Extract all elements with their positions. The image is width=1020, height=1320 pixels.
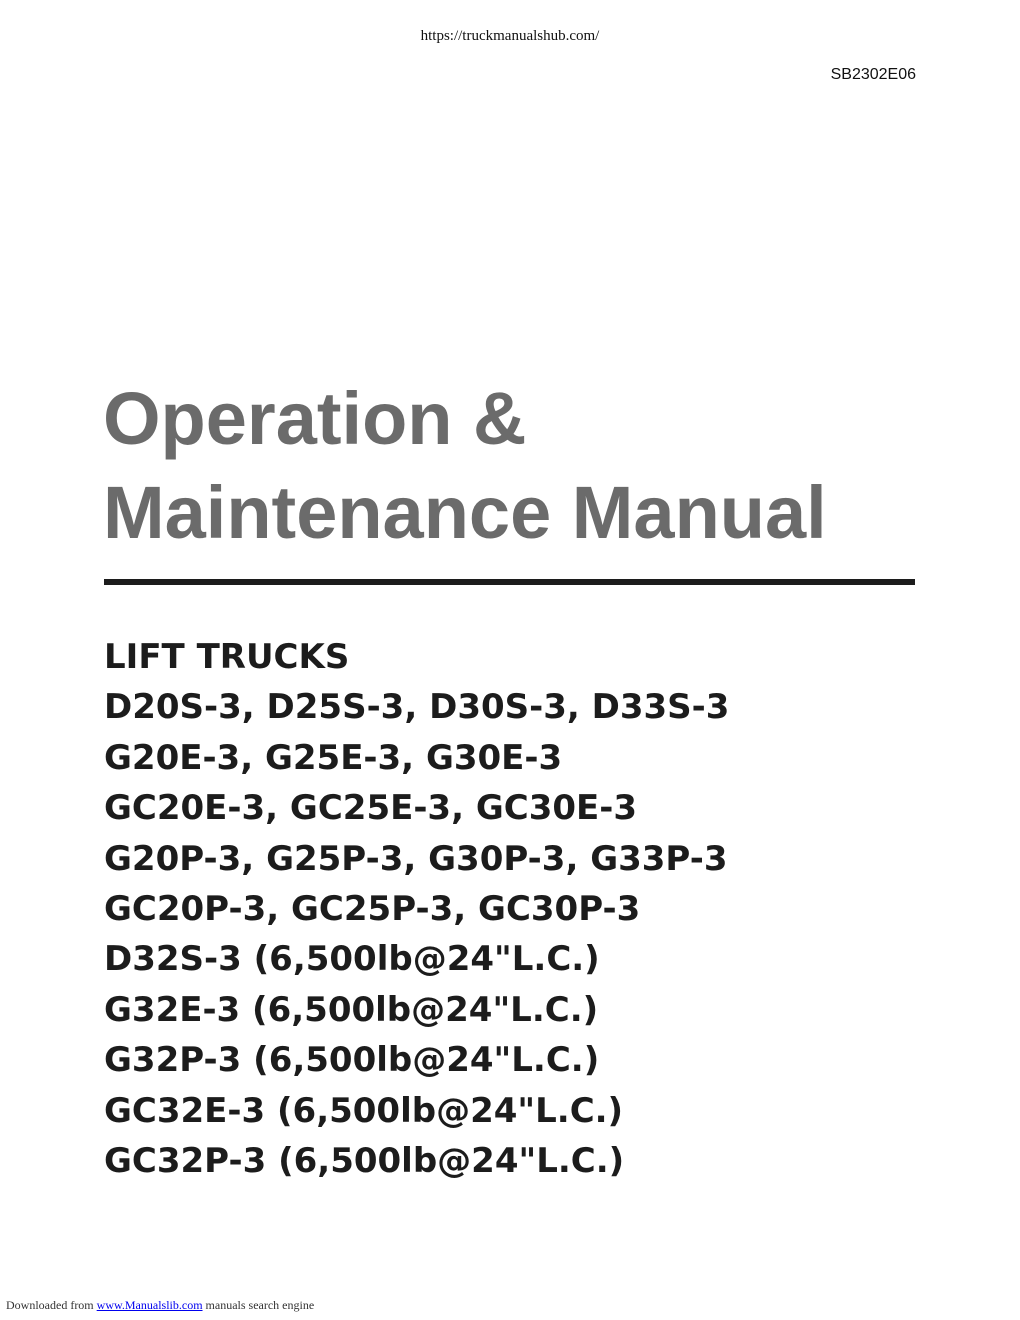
model-line: G20P-3, G25P-3, G30P-3, G33P-3 [104,838,728,879]
model-line: GC32E-3 (6,500lb@24"L.C.) [104,1090,624,1131]
title-line-2: Maintenance Manual [103,471,827,554]
title-divider [104,579,915,585]
model-line: GC20P-3, GC25P-3, GC30P-3 [104,889,641,930]
model-list-heading: LIFT TRUCKS [104,637,350,677]
model-line: G32P-3 (6,500lb@24"L.C.) [104,1040,600,1081]
footer-suffix: manuals search engine [205,1298,315,1312]
download-footer [6,1298,314,1313]
model-line: GC32P-3 (6,500lb@24"L.C.) [104,1141,625,1182]
model-line: G32E-3 (6,500lb@24"L.C.) [104,989,599,1030]
model-line: D32S-3 (6,500lb@24"L.C.) [104,939,600,980]
document-code: SB2302E06 [830,66,916,83]
model-line: G20E-3, G25E-3, G30E-3 [104,737,563,778]
footer-prefix: Downloaded from [6,1298,94,1312]
manual-title [103,372,827,560]
source-url: https://truckmanualshub.com/ [420,28,600,44]
title-line-1: Operation & [103,377,527,460]
model-list [104,632,729,1186]
model-line: GC20E-3, GC25E-3, GC30E-3 [104,788,638,829]
model-line: D20S-3, D25S-3, D30S-3, D33S-3 [104,687,730,728]
manualslib-link[interactable]: www.Manualslib.com [96,1298,203,1312]
